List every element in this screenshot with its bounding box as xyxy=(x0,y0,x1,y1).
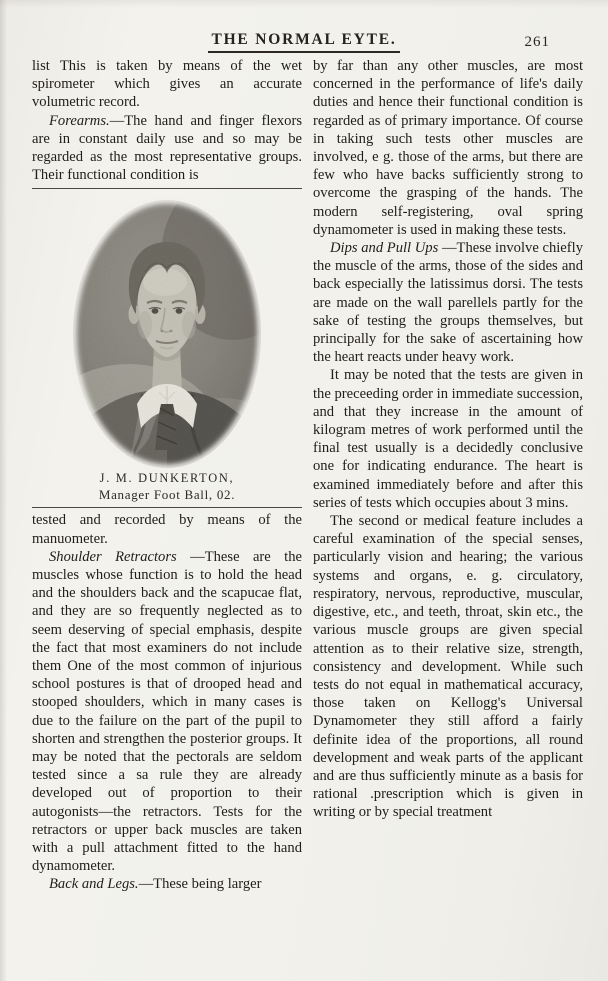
paragraph-text: list This is taken by means of the wet spirometer which gives an accurate volumetric record. xyxy=(32,58,302,111)
portrait-photo-art xyxy=(71,198,263,470)
paragraph-text: —The hand and finger flexors are in constant daily use and so may be regarded as the most representative groups. Their functional condition is xyxy=(32,112,302,184)
figure-caption-role: Manager Foot Ball, 02. xyxy=(98,486,236,502)
running-head xyxy=(0,31,608,53)
left-column xyxy=(32,57,302,894)
paragraph-text: —These are the muscles whose function is to hold the head and the shoulders back and the scapucae flat, and they are so frequently neglected as to seem deserving of special emphasis, despite the fact that most examiners do not include them One of the most common of injurious school postures is that of drooped head and stooped shoulders, which in many cases is due to the failure on the part of the pupil to shorten and strengthen the posterior groups. It may be noted that the pectorals are seldom tested since a sa rule they are already developed out of proportion to their autogonists—the retractors. Tests for the retractors or upper back muscles are taken with a pull attachment fitted to the hand dynamometer. xyxy=(32,548,302,875)
figure-rule-bottom xyxy=(32,507,302,508)
paragraph-lead: Shoulder Retractors xyxy=(49,548,177,565)
paragraph-text: The second or medical feature includes a careful examination of the special senses, particularly vision and hearing; the various systems and organs, e. g. circulatory, respiratory, nervous, reproductive, muscular, digestive, etc., and teeth, throat, skin etc., the various muscle groups are given special attention as to their relative size, strength, consistency and development. While such tests do not equal in mathematical accuracy, those taken on Kellogg's Universal Dynamometer they still afford a fairly definite idea of the proportions, all round development and weak parts of the applicant and are thus sufficiently minute as a basis for rational .prescription which is given in writing or by special treatment xyxy=(313,513,583,821)
paragraph-lead: Dips and Pull Ups xyxy=(330,240,439,257)
figure-caption-name: J. M. DUNKERTON, xyxy=(99,471,235,486)
paragraph xyxy=(313,57,583,239)
figure-rule-top xyxy=(32,188,302,189)
right-column xyxy=(313,57,583,822)
paragraph xyxy=(32,57,302,112)
paragraph-text: It may be noted that the tests are given in the preceeding order in immediate succession, and that they increase in the amount of kilogram metres of work performed until the final test usually is a decidedly conclusive one for indicating endurance. The heart is examined immediately before and after this series of tests which occupies about 3 mins. xyxy=(313,367,583,511)
paragraph xyxy=(32,511,302,547)
paragraph xyxy=(32,548,302,876)
page-number: 261 xyxy=(524,34,550,50)
paragraph-text: —These involve chiefly the muscle of the arms, those of the sides and back especially the latissimus dorsi. The tests are made on the wall parellels partly for the sake of testing the groups themselves, but principally for the sake of ascertaining how the heart reacts under heavy work. xyxy=(313,240,583,366)
paragraph xyxy=(32,875,302,893)
page-title: THE NORMAL EYTE. xyxy=(208,31,399,53)
paragraph xyxy=(313,239,583,366)
figure-caption xyxy=(32,471,302,502)
paragraph xyxy=(32,112,302,185)
portrait-figure xyxy=(32,188,302,508)
paragraph-lead: Back and Legs. xyxy=(49,876,139,893)
paragraph-text: by far than any other muscles, are most concerned in the performance of life's daily duties and hence their functional condition is regarded as of primary importance. Of course in taking such tests other muscles are involved, e g. those of the arms, but there are few who have backs sufficiently strong to overcome the grasping of the hands. The modern self-registering, oval spring dynamometer is used in making these tests. xyxy=(313,58,583,238)
paragraph xyxy=(313,366,583,512)
paragraph-text: —These being larger xyxy=(138,876,262,893)
paragraph-text: tested and recorded by means of the manuometer. xyxy=(32,512,302,547)
paragraph-lead: Forearms. xyxy=(49,112,110,129)
paragraph xyxy=(313,512,583,821)
portrait-photo xyxy=(32,198,302,470)
